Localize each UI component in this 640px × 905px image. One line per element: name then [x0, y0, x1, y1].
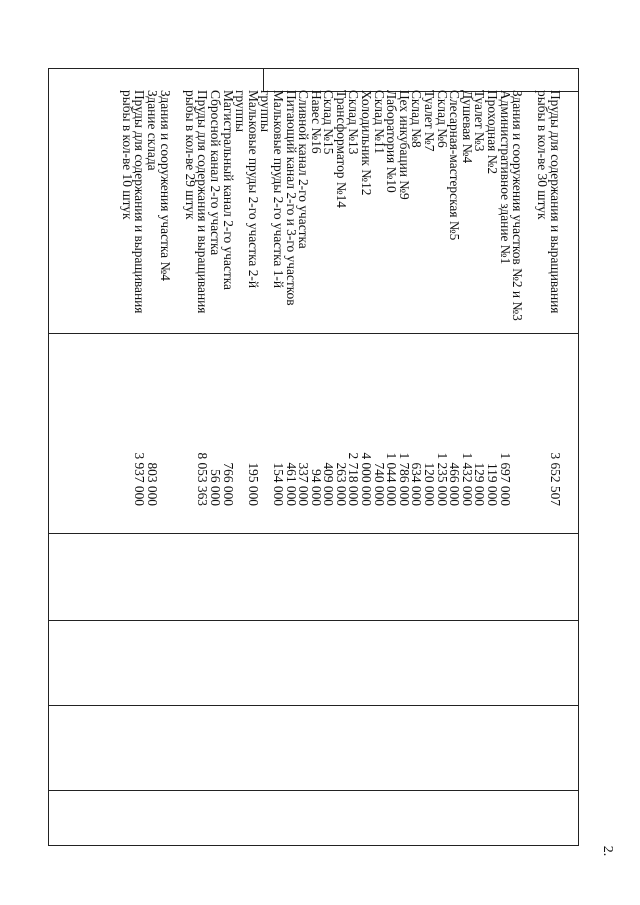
- list-item: Проходная №2: [485, 90, 501, 175]
- list-item: Пруды для содержания и выращивания: [132, 90, 148, 314]
- value-cell: 1 697 000: [497, 452, 513, 506]
- list-item: рыбы в кол-ве 29 штук: [182, 90, 198, 220]
- value-cell: [183, 426, 196, 506]
- list-item: Сливной канал 2-го участка: [296, 90, 312, 249]
- list-item: Мальковые пруды 2-го участка 2-й: [245, 90, 261, 289]
- list-item: Склад №8: [409, 90, 425, 148]
- list-item: рыбы в кол-ве 10 штук: [119, 90, 135, 220]
- list-item: Здания и сооружения участка №4: [157, 90, 173, 281]
- value-cell: 56 000: [207, 469, 223, 506]
- value-cell: 337 000: [296, 462, 312, 506]
- value-cell: [171, 426, 184, 506]
- list-item: Навес №16: [308, 90, 324, 154]
- value-cell: 1 786 000: [396, 452, 412, 506]
- value-cell: [536, 426, 549, 506]
- list-item: Душевая №4: [459, 90, 475, 164]
- list-item: Туалет №7: [422, 90, 438, 152]
- table-content: [48, 68, 579, 846]
- list-item: Пруды для содержания и выращивания: [548, 90, 563, 314]
- value-cell: 119 000: [485, 462, 501, 506]
- list-item: Трансформатор №14: [333, 90, 349, 209]
- value-cell: 1 235 000: [434, 452, 450, 506]
- value-cell: [120, 426, 133, 506]
- value-cell: 263 000: [333, 462, 349, 506]
- value-cell: 195 000: [245, 462, 261, 506]
- value-cell: 154 000: [270, 462, 286, 506]
- list-item: рыбы в кол-ве 30 штук: [535, 90, 551, 220]
- list-item: Здание склада: [145, 90, 160, 171]
- value-cell: 120 000: [422, 462, 438, 506]
- list-item: группы: [258, 90, 274, 133]
- list-item: Пруды для содержания и выращивания: [195, 90, 211, 314]
- value-cell: 766 000: [220, 462, 236, 506]
- value-cell: 129 000: [472, 462, 488, 506]
- value-cell: 409 000: [321, 462, 337, 506]
- value-cell: [523, 426, 536, 506]
- list-item: Магистральный канал 2-го участка: [220, 90, 236, 290]
- list-item: Склад №11: [371, 90, 387, 154]
- value-cell: 634 000: [409, 462, 425, 506]
- list-item: Туалет №3: [472, 90, 488, 152]
- value-cell: 3 937 000: [132, 452, 148, 506]
- list-item: Питающий канал 2-го и 3-го участков: [283, 90, 299, 306]
- value-cell: 461 000: [283, 462, 299, 506]
- list-item: Слесарная-мастерская №5: [447, 90, 463, 241]
- list-item: Сбросной канал 2-го участка: [207, 90, 223, 256]
- list-item: Холодильник №12: [359, 90, 375, 196]
- names-column: [120, 90, 561, 340]
- list-item: [523, 90, 536, 340]
- value-cell: 4 000 000: [359, 452, 375, 506]
- value-cell: 803 000: [145, 462, 160, 506]
- list-item: Лаборатория №10: [384, 90, 400, 193]
- value-cell: 1 044 000: [384, 452, 400, 506]
- list-item: Здания и сооружения участков №2 и №3: [510, 90, 526, 321]
- list-item: Склад №6: [434, 90, 450, 148]
- value-cell: 3 652 507: [548, 452, 563, 506]
- list-item: Мальковые пруды 2-го участка 1-й: [270, 90, 286, 289]
- value-cell: 8 053 363: [195, 452, 211, 506]
- list-item: Склад №15: [321, 90, 337, 155]
- value-cell: 1 432 000: [459, 452, 475, 506]
- value-cell: 740 000: [371, 462, 387, 506]
- list-item: группы: [233, 90, 249, 133]
- value-cell: 2 718 000: [346, 452, 362, 506]
- value-cell: 94 000: [308, 469, 324, 506]
- page-number: 2.: [600, 845, 615, 857]
- list-item: Административное здание №1: [497, 90, 513, 265]
- list-item: Цех инкубации №9: [396, 90, 412, 200]
- value-cell: 466 000: [447, 462, 463, 506]
- values-column: [120, 426, 561, 506]
- list-item: Склад №13: [346, 90, 362, 155]
